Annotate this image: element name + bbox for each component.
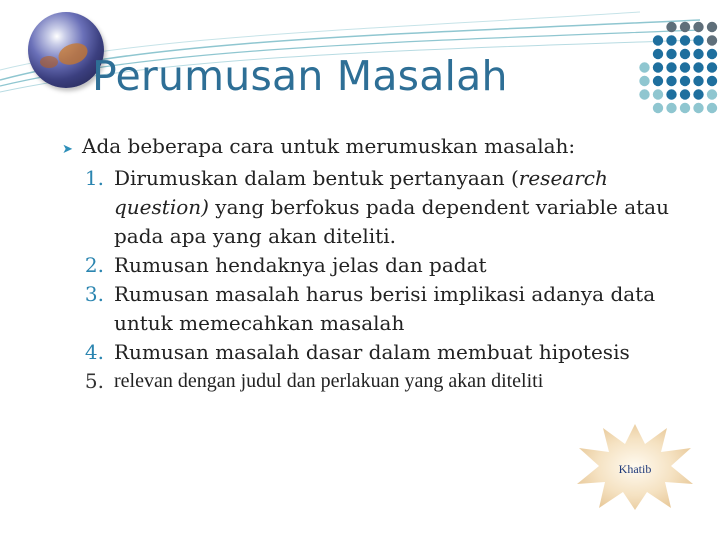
decoration-dot — [707, 35, 717, 45]
decoration-dot — [693, 89, 703, 99]
list-item-text-italic: research question) — [114, 166, 608, 219]
decoration-dot — [666, 49, 676, 59]
list-item — [62, 338, 702, 367]
decoration-dot — [680, 35, 690, 45]
decoration-dot — [693, 103, 703, 113]
decoration-dot — [680, 22, 690, 32]
decoration-dot — [693, 22, 703, 32]
decoration-dot — [680, 76, 690, 86]
decoration-dot — [653, 62, 663, 72]
list-item — [62, 251, 702, 280]
decoration-dot — [693, 35, 703, 45]
decoration-dot — [653, 89, 663, 99]
decoration-dot — [653, 35, 663, 45]
decoration-dot — [707, 103, 717, 113]
decoration-dot — [666, 76, 676, 86]
page-title: Perumusan Masalah — [92, 52, 508, 100]
list-item-number: 4. — [84, 340, 104, 364]
list-item-number: 1. — [84, 166, 104, 190]
decoration-dot — [666, 62, 676, 72]
list-item — [62, 367, 702, 396]
decoration-dot — [707, 89, 717, 99]
list-item-text: Rumusan masalah dasar dalam membuat hipotesis — [114, 340, 630, 364]
intro-text: Ada beberapa cara untuk merumuskan masalah: — [82, 134, 576, 158]
decoration-dot — [680, 103, 690, 113]
list-item-text: Rumusan hendaknya jelas dan padat — [114, 253, 487, 277]
intro-bullet — [62, 132, 702, 164]
list-item-text: Rumusan masalah harus berisi implikasi adanya data untuk memecahkan masalah — [114, 282, 656, 335]
decoration-dot — [707, 22, 717, 32]
list-item-text-part: Dirumuskan dalam bentuk pertanyaan ( — [114, 166, 519, 190]
list-item-text: relevan dengan judul dan perlakuan yang akan diteliti — [114, 370, 544, 392]
decoration-dot — [693, 76, 703, 86]
list-item-text — [114, 164, 702, 251]
decoration-dot — [680, 49, 690, 59]
list-item-number: 2. — [84, 253, 104, 277]
decoration-dot — [666, 89, 676, 99]
decoration-dot — [639, 62, 649, 72]
arrow-bullet-icon: ➤ — [62, 142, 73, 157]
decoration-dot — [680, 89, 690, 99]
decoration-dot — [666, 35, 676, 45]
numbered-list — [62, 164, 702, 396]
decoration-dot — [653, 49, 663, 59]
author-label: Khatib — [618, 462, 652, 476]
list-item-text-part: yang berfokus pada dependent variable atau pada apa yang akan diteliti. — [114, 195, 669, 248]
list-item-number: 5. — [84, 369, 104, 393]
decoration-dot — [693, 49, 703, 59]
decoration-dot — [653, 76, 663, 86]
decoration-dot — [666, 103, 676, 113]
list-item-number: 3. — [84, 282, 104, 306]
decoration-dot — [639, 76, 649, 86]
decoration-dot — [707, 76, 717, 86]
decoration-dot — [653, 103, 663, 113]
slide-content — [62, 132, 702, 396]
decoration-dot — [666, 22, 676, 32]
list-item — [62, 280, 702, 338]
list-item — [62, 164, 702, 251]
decoration-dot — [707, 62, 717, 72]
decoration-dot — [693, 62, 703, 72]
decoration-dot — [680, 62, 690, 72]
decoration-dot — [639, 89, 649, 99]
decoration-dot — [707, 49, 717, 59]
